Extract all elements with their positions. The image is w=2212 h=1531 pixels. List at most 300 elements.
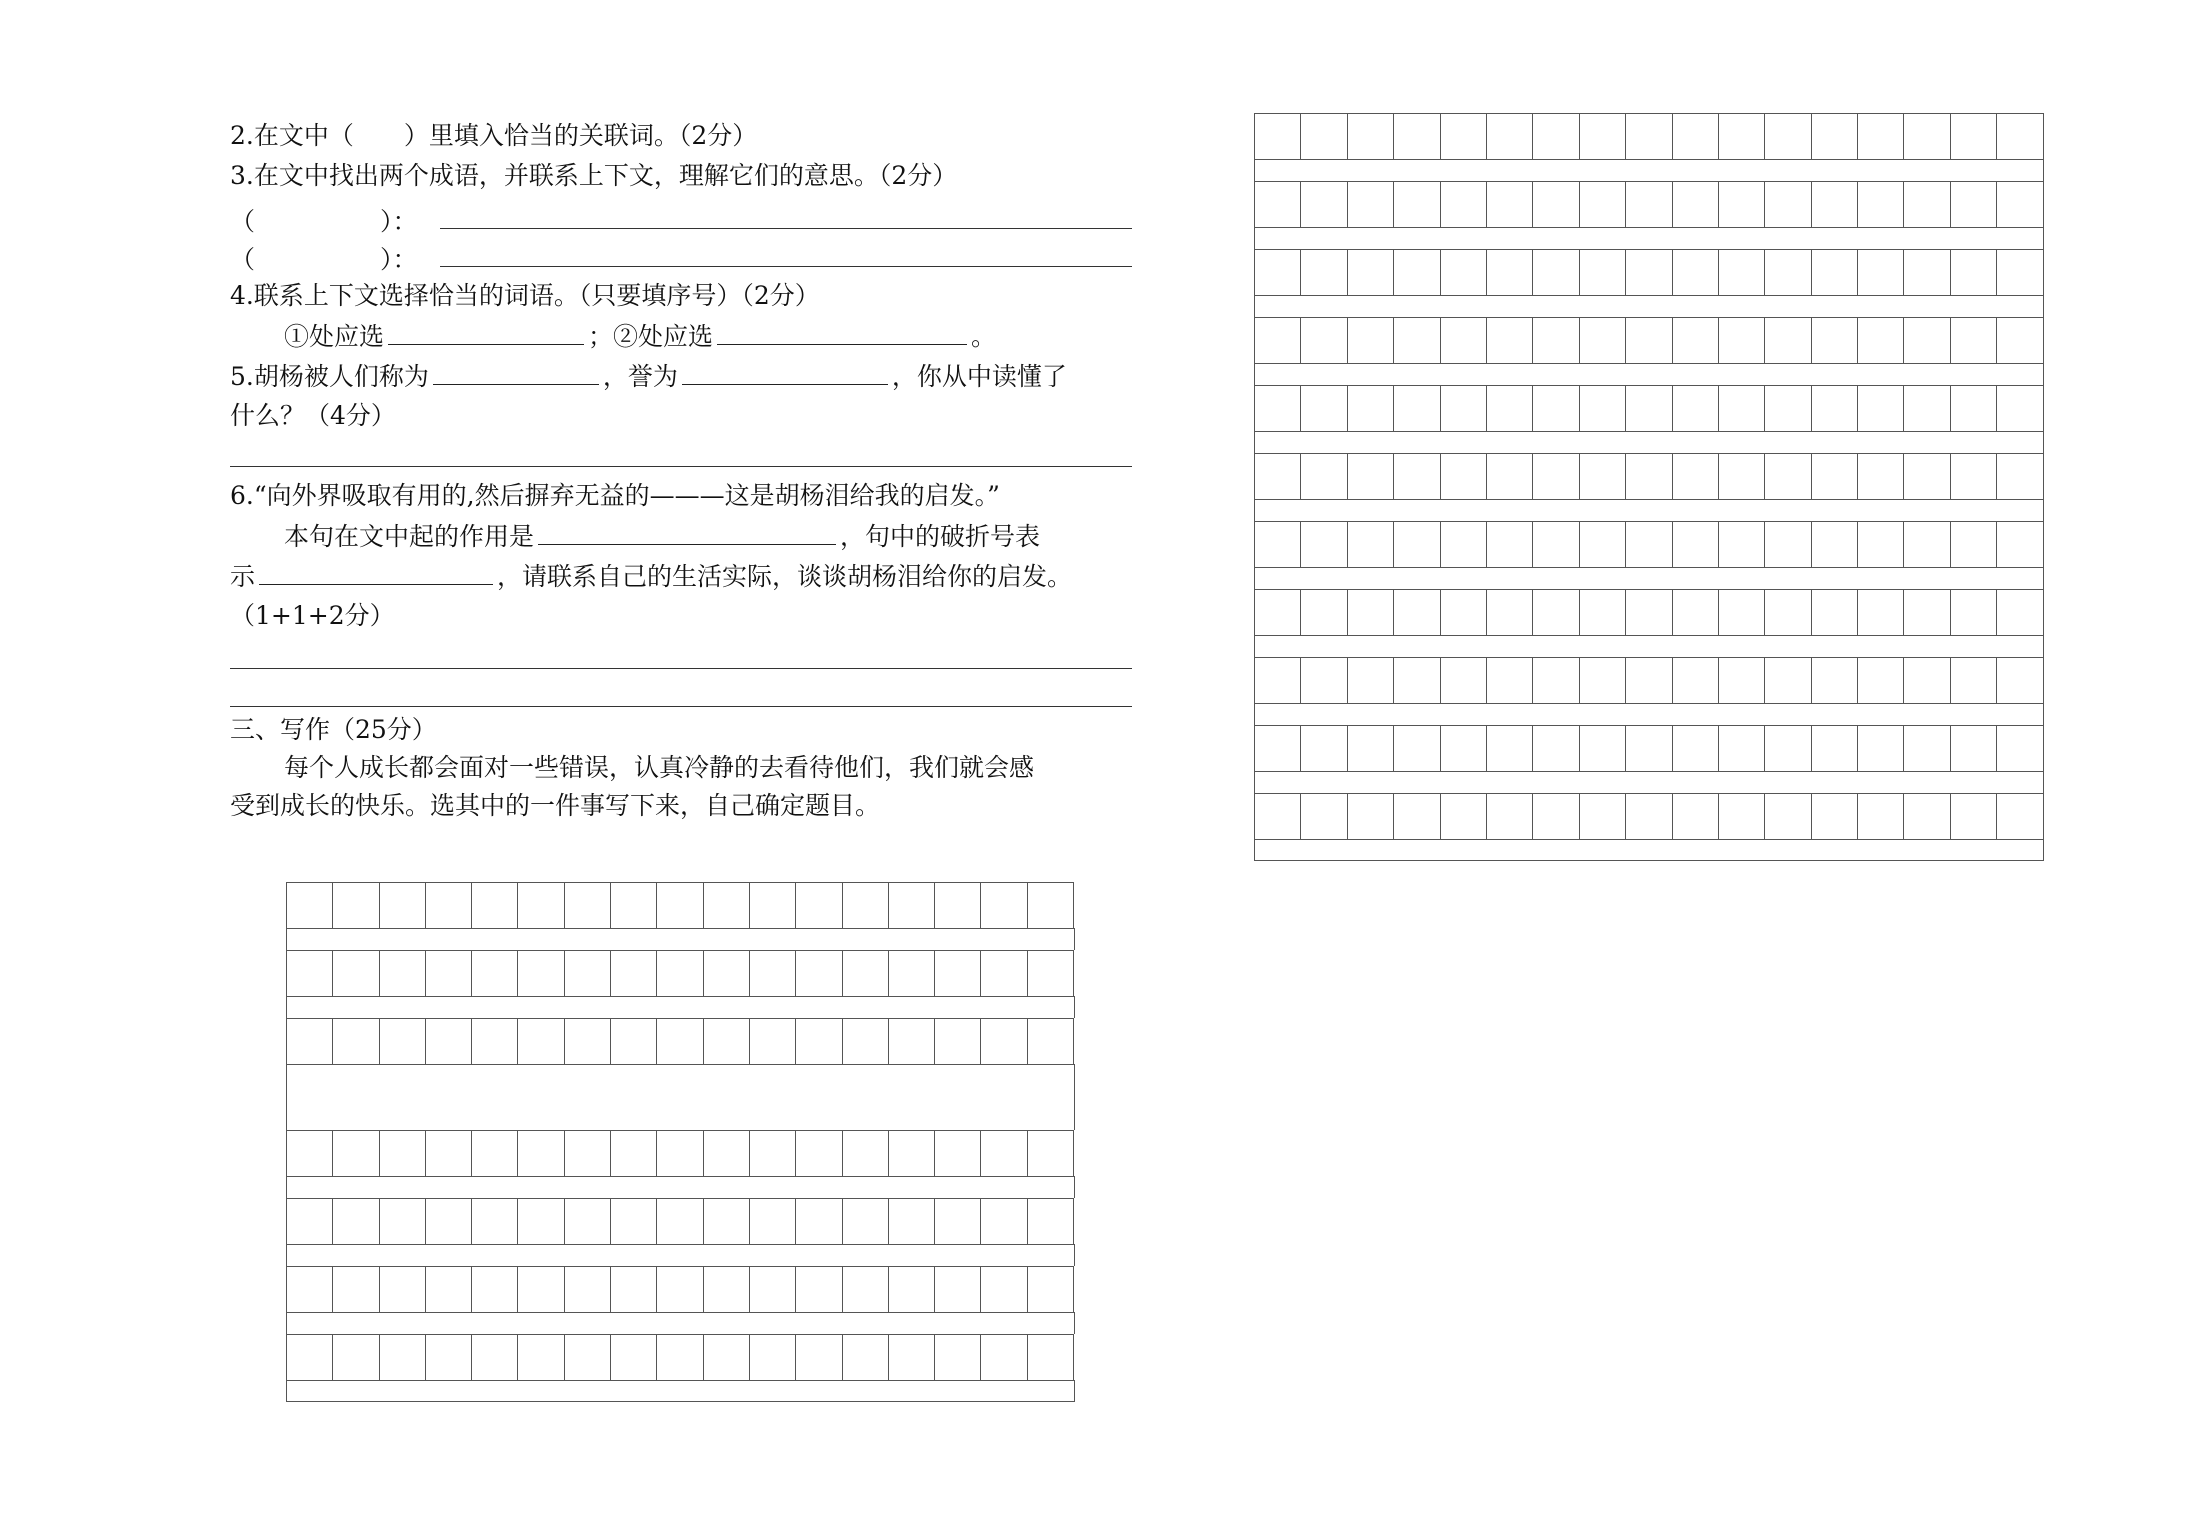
grid-cell[interactable] [1394, 250, 1440, 296]
grid-cell[interactable] [1348, 250, 1394, 296]
grid-cell[interactable] [1719, 454, 1765, 500]
grid-cell[interactable] [1301, 386, 1347, 432]
grid-cell[interactable] [1812, 590, 1858, 636]
grid-cell[interactable] [426, 951, 472, 997]
grid-cell[interactable] [796, 951, 842, 997]
grid-cell[interactable] [1812, 250, 1858, 296]
grid-cell[interactable] [1487, 794, 1533, 840]
grid-cell[interactable] [1028, 1199, 1074, 1245]
grid-cell[interactable] [1255, 114, 1301, 160]
grid-cell[interactable] [704, 1335, 750, 1381]
grid-cell[interactable] [1904, 658, 1950, 704]
grid-cell[interactable] [1812, 454, 1858, 500]
grid-cell[interactable] [1812, 114, 1858, 160]
grid-cell[interactable] [1765, 794, 1811, 840]
answer-line-6-1[interactable] [230, 668, 1132, 669]
grid-cell[interactable] [889, 883, 935, 929]
grid-cell[interactable] [380, 951, 426, 997]
grid-cell[interactable] [1673, 590, 1719, 636]
grid-cell[interactable] [426, 1199, 472, 1245]
grid-cell[interactable] [380, 1199, 426, 1245]
grid-cell[interactable] [657, 1131, 703, 1177]
grid-cell[interactable] [1255, 726, 1301, 772]
grid-cell[interactable] [1028, 1335, 1074, 1381]
grid-cell[interactable] [1028, 951, 1074, 997]
grid-cell[interactable] [935, 1335, 981, 1381]
grid-cell[interactable] [287, 1019, 333, 1065]
grid-cell[interactable] [796, 1335, 842, 1381]
grid-cell[interactable] [472, 1267, 518, 1313]
grid-cell[interactable] [796, 883, 842, 929]
grid-cell[interactable] [1255, 386, 1301, 432]
grid-cell[interactable] [1997, 250, 2043, 296]
grid-cell[interactable] [981, 1267, 1027, 1313]
answer-line-3-1[interactable] [440, 228, 1132, 229]
grid-cell[interactable] [750, 883, 796, 929]
grid-cell[interactable] [1812, 726, 1858, 772]
grid-cell[interactable] [1626, 726, 1672, 772]
grid-cell[interactable] [1765, 386, 1811, 432]
grid-cell[interactable] [889, 1019, 935, 1065]
grid-cell[interactable] [1997, 386, 2043, 432]
grid-cell[interactable] [796, 1131, 842, 1177]
grid-cell[interactable] [1255, 794, 1301, 840]
grid-cell[interactable] [611, 1131, 657, 1177]
grid-cell[interactable] [426, 1131, 472, 1177]
grid-cell[interactable] [1765, 522, 1811, 568]
grid-cell[interactable] [1580, 726, 1626, 772]
grid-cell[interactable] [981, 1335, 1027, 1381]
grid-cell[interactable] [611, 951, 657, 997]
grid-cell[interactable] [1533, 114, 1579, 160]
grid-cell[interactable] [472, 1131, 518, 1177]
grid-cell[interactable] [1533, 590, 1579, 636]
grid-cell[interactable] [333, 1335, 379, 1381]
grid-cell[interactable] [1533, 794, 1579, 840]
grid-cell[interactable] [1487, 386, 1533, 432]
grid-cell[interactable] [1580, 318, 1626, 364]
grid-cell[interactable] [1765, 114, 1811, 160]
grid-cell[interactable] [889, 1267, 935, 1313]
grid-cell[interactable] [1951, 182, 1997, 228]
grid-cell[interactable] [1580, 182, 1626, 228]
grid-cell[interactable] [333, 883, 379, 929]
grid-cell[interactable] [1487, 114, 1533, 160]
grid-cell[interactable] [935, 951, 981, 997]
grid-cell[interactable] [1394, 182, 1440, 228]
grid-cell[interactable] [750, 1267, 796, 1313]
grid-cell[interactable] [1626, 658, 1672, 704]
grid-cell[interactable] [704, 1199, 750, 1245]
grid-cell[interactable] [1858, 726, 1904, 772]
grid-cell[interactable] [1394, 658, 1440, 704]
grid-cell[interactable] [981, 1019, 1027, 1065]
grid-cell[interactable] [1626, 794, 1672, 840]
grid-cell[interactable] [1719, 318, 1765, 364]
grid-cell[interactable] [426, 1267, 472, 1313]
grid-cell[interactable] [1255, 590, 1301, 636]
grid-cell[interactable] [1951, 794, 1997, 840]
answer-blank-5-1[interactable] [433, 358, 599, 385]
grid-cell[interactable] [287, 951, 333, 997]
grid-cell[interactable] [333, 951, 379, 997]
grid-cell[interactable] [1626, 590, 1672, 636]
grid-cell[interactable] [843, 1019, 889, 1065]
grid-cell[interactable] [1765, 454, 1811, 500]
grid-cell[interactable] [472, 883, 518, 929]
grid-cell[interactable] [1951, 522, 1997, 568]
grid-cell[interactable] [796, 1019, 842, 1065]
grid-cell[interactable] [1441, 114, 1487, 160]
grid-cell[interactable] [1580, 114, 1626, 160]
grid-cell[interactable] [472, 1335, 518, 1381]
grid-cell[interactable] [1533, 454, 1579, 500]
grid-cell[interactable] [1394, 726, 1440, 772]
grid-cell[interactable] [935, 1019, 981, 1065]
grid-cell[interactable] [1580, 658, 1626, 704]
grid-cell[interactable] [380, 883, 426, 929]
grid-cell[interactable] [1673, 794, 1719, 840]
grid-cell[interactable] [1904, 386, 1950, 432]
grid-cell[interactable] [750, 1335, 796, 1381]
grid-cell[interactable] [518, 1267, 564, 1313]
grid-cell[interactable] [1904, 522, 1950, 568]
grid-cell[interactable] [1904, 726, 1950, 772]
grid-cell[interactable] [565, 883, 611, 929]
grid-cell[interactable] [1904, 318, 1950, 364]
grid-cell[interactable] [380, 1335, 426, 1381]
grid-cell[interactable] [1858, 250, 1904, 296]
grid-cell[interactable] [1673, 454, 1719, 500]
grid-cell[interactable] [1301, 250, 1347, 296]
grid-cell[interactable] [380, 1267, 426, 1313]
grid-cell[interactable] [1858, 454, 1904, 500]
grid-cell[interactable] [843, 1267, 889, 1313]
grid-cell[interactable] [750, 951, 796, 997]
grid-cell[interactable] [1673, 726, 1719, 772]
answer-blank-4-1[interactable] [388, 318, 584, 345]
grid-cell[interactable] [333, 1019, 379, 1065]
grid-cell[interactable] [1487, 522, 1533, 568]
grid-cell[interactable] [1719, 182, 1765, 228]
grid-cell[interactable] [704, 1267, 750, 1313]
grid-cell[interactable] [843, 1131, 889, 1177]
grid-cell[interactable] [1028, 883, 1074, 929]
grid-cell[interactable] [1719, 726, 1765, 772]
grid-cell[interactable] [333, 1199, 379, 1245]
grid-cell[interactable] [1533, 386, 1579, 432]
grid-cell[interactable] [1858, 318, 1904, 364]
grid-cell[interactable] [1580, 522, 1626, 568]
grid-cell[interactable] [1255, 658, 1301, 704]
grid-cell[interactable] [843, 883, 889, 929]
grid-cell[interactable] [1441, 386, 1487, 432]
grid-cell[interactable] [657, 883, 703, 929]
grid-cell[interactable] [380, 1131, 426, 1177]
grid-cell[interactable] [1951, 454, 1997, 500]
grid-cell[interactable] [704, 883, 750, 929]
grid-cell[interactable] [1626, 182, 1672, 228]
grid-cell[interactable] [1673, 658, 1719, 704]
grid-cell[interactable] [1580, 794, 1626, 840]
grid-cell[interactable] [935, 1199, 981, 1245]
grid-cell[interactable] [1812, 182, 1858, 228]
grid-cell[interactable] [1348, 182, 1394, 228]
grid-cell[interactable] [1487, 250, 1533, 296]
grid-cell[interactable] [611, 883, 657, 929]
composition-grid-left[interactable] [286, 882, 1074, 1406]
grid-cell[interactable] [565, 1131, 611, 1177]
grid-cell[interactable] [1951, 114, 1997, 160]
grid-cell[interactable] [1487, 454, 1533, 500]
grid-cell[interactable] [1441, 318, 1487, 364]
grid-cell[interactable] [1997, 726, 2043, 772]
grid-cell[interactable] [518, 951, 564, 997]
grid-cell[interactable] [1858, 182, 1904, 228]
grid-cell[interactable] [1812, 658, 1858, 704]
grid-cell[interactable] [935, 1131, 981, 1177]
grid-cell[interactable] [796, 1267, 842, 1313]
grid-cell[interactable] [1301, 114, 1347, 160]
grid-cell[interactable] [1394, 794, 1440, 840]
grid-cell[interactable] [1255, 250, 1301, 296]
grid-cell[interactable] [657, 1335, 703, 1381]
grid-cell[interactable] [518, 883, 564, 929]
grid-cell[interactable] [565, 1019, 611, 1065]
grid-cell[interactable] [704, 1131, 750, 1177]
grid-cell[interactable] [1719, 794, 1765, 840]
grid-cell[interactable] [1719, 386, 1765, 432]
grid-cell[interactable] [1765, 318, 1811, 364]
grid-cell[interactable] [1904, 182, 1950, 228]
grid-cell[interactable] [518, 1335, 564, 1381]
grid-cell[interactable] [1812, 318, 1858, 364]
answer-blank-4-2[interactable] [717, 318, 967, 345]
grid-cell[interactable] [1858, 522, 1904, 568]
grid-cell[interactable] [1533, 658, 1579, 704]
grid-cell[interactable] [1441, 794, 1487, 840]
grid-cell[interactable] [1394, 522, 1440, 568]
grid-cell[interactable] [1951, 726, 1997, 772]
grid-cell[interactable] [1951, 590, 1997, 636]
grid-cell[interactable] [1533, 726, 1579, 772]
grid-cell[interactable] [1394, 590, 1440, 636]
grid-cell[interactable] [380, 1019, 426, 1065]
grid-cell[interactable] [1028, 1019, 1074, 1065]
grid-cell[interactable] [657, 1199, 703, 1245]
grid-cell[interactable] [1301, 454, 1347, 500]
grid-cell[interactable] [981, 951, 1027, 997]
grid-cell[interactable] [1301, 522, 1347, 568]
grid-cell[interactable] [611, 1199, 657, 1245]
grid-cell[interactable] [1626, 522, 1672, 568]
grid-cell[interactable] [1951, 658, 1997, 704]
grid-cell[interactable] [1394, 454, 1440, 500]
grid-cell[interactable] [750, 1131, 796, 1177]
grid-cell[interactable] [1997, 658, 2043, 704]
grid-cell[interactable] [1533, 318, 1579, 364]
grid-cell[interactable] [1301, 590, 1347, 636]
grid-cell[interactable] [333, 1131, 379, 1177]
grid-cell[interactable] [1626, 454, 1672, 500]
grid-cell[interactable] [981, 1131, 1027, 1177]
grid-cell[interactable] [1348, 454, 1394, 500]
grid-cell[interactable] [1858, 590, 1904, 636]
grid-cell[interactable] [565, 1335, 611, 1381]
grid-cell[interactable] [1487, 726, 1533, 772]
grid-cell[interactable] [1719, 250, 1765, 296]
composition-grid-right[interactable] [1254, 113, 2044, 841]
grid-cell[interactable] [565, 1199, 611, 1245]
grid-cell[interactable] [889, 1335, 935, 1381]
grid-cell[interactable] [518, 1019, 564, 1065]
grid-cell[interactable] [1348, 522, 1394, 568]
grid-cell[interactable] [1765, 726, 1811, 772]
grid-cell[interactable] [750, 1019, 796, 1065]
grid-cell[interactable] [1997, 114, 2043, 160]
grid-cell[interactable] [1487, 590, 1533, 636]
grid-cell[interactable] [287, 1335, 333, 1381]
grid-cell[interactable] [1673, 250, 1719, 296]
grid-cell[interactable] [889, 1131, 935, 1177]
grid-cell[interactable] [1580, 454, 1626, 500]
grid-cell[interactable] [981, 1199, 1027, 1245]
answer-line-3-2[interactable] [440, 266, 1132, 267]
grid-cell[interactable] [1348, 794, 1394, 840]
grid-cell[interactable] [657, 1019, 703, 1065]
grid-cell[interactable] [889, 1199, 935, 1245]
grid-cell[interactable] [1858, 386, 1904, 432]
grid-cell[interactable] [333, 1267, 379, 1313]
grid-cell[interactable] [1580, 250, 1626, 296]
grid-cell[interactable] [1812, 522, 1858, 568]
grid-cell[interactable] [1255, 522, 1301, 568]
grid-cell[interactable] [1997, 182, 2043, 228]
grid-cell[interactable] [426, 883, 472, 929]
grid-cell[interactable] [1255, 318, 1301, 364]
grid-cell[interactable] [426, 1019, 472, 1065]
grid-cell[interactable] [1301, 794, 1347, 840]
grid-cell[interactable] [1533, 182, 1579, 228]
grid-cell[interactable] [1904, 114, 1950, 160]
grid-cell[interactable] [1626, 386, 1672, 432]
grid-cell[interactable] [1673, 182, 1719, 228]
grid-cell[interactable] [1997, 318, 2043, 364]
grid-cell[interactable] [565, 951, 611, 997]
grid-cell[interactable] [1858, 658, 1904, 704]
grid-cell[interactable] [1812, 794, 1858, 840]
grid-cell[interactable] [1765, 250, 1811, 296]
grid-cell[interactable] [472, 1199, 518, 1245]
grid-cell[interactable] [426, 1335, 472, 1381]
grid-cell[interactable] [611, 1335, 657, 1381]
grid-cell[interactable] [287, 883, 333, 929]
grid-cell[interactable] [1765, 182, 1811, 228]
grid-cell[interactable] [1765, 658, 1811, 704]
answer-blank-5-2[interactable] [682, 358, 888, 385]
answer-line-6-2[interactable] [230, 706, 1132, 707]
grid-cell[interactable] [1533, 522, 1579, 568]
grid-cell[interactable] [1673, 386, 1719, 432]
grid-cell[interactable] [287, 1131, 333, 1177]
grid-cell[interactable] [287, 1199, 333, 1245]
grid-cell[interactable] [657, 1267, 703, 1313]
grid-cell[interactable] [1441, 726, 1487, 772]
grid-cell[interactable] [1441, 250, 1487, 296]
grid-cell[interactable] [796, 1199, 842, 1245]
grid-cell[interactable] [1904, 250, 1950, 296]
grid-cell[interactable] [1348, 658, 1394, 704]
grid-cell[interactable] [981, 883, 1027, 929]
grid-cell[interactable] [1951, 386, 1997, 432]
grid-cell[interactable] [1997, 522, 2043, 568]
grid-cell[interactable] [1997, 454, 2043, 500]
grid-cell[interactable] [1673, 318, 1719, 364]
grid-cell[interactable] [1301, 726, 1347, 772]
grid-cell[interactable] [889, 951, 935, 997]
grid-cell[interactable] [935, 883, 981, 929]
grid-cell[interactable] [1997, 590, 2043, 636]
grid-cell[interactable] [611, 1267, 657, 1313]
grid-cell[interactable] [1858, 114, 1904, 160]
grid-cell[interactable] [1904, 454, 1950, 500]
grid-cell[interactable] [1951, 250, 1997, 296]
grid-cell[interactable] [1394, 386, 1440, 432]
grid-cell[interactable] [1719, 114, 1765, 160]
grid-cell[interactable] [1348, 114, 1394, 160]
answer-blank-6-2[interactable] [259, 558, 493, 585]
grid-cell[interactable] [1394, 318, 1440, 364]
grid-cell[interactable] [1626, 250, 1672, 296]
grid-cell[interactable] [1487, 182, 1533, 228]
grid-cell[interactable] [1580, 590, 1626, 636]
grid-cell[interactable] [1719, 658, 1765, 704]
grid-cell[interactable] [1028, 1131, 1074, 1177]
grid-cell[interactable] [1255, 454, 1301, 500]
grid-cell[interactable] [843, 951, 889, 997]
grid-cell[interactable] [1626, 114, 1672, 160]
grid-cell[interactable] [1487, 658, 1533, 704]
answer-blank-6-1[interactable] [538, 518, 836, 545]
grid-cell[interactable] [1441, 658, 1487, 704]
grid-cell[interactable] [518, 1131, 564, 1177]
grid-cell[interactable] [518, 1199, 564, 1245]
grid-cell[interactable] [1533, 250, 1579, 296]
grid-cell[interactable] [1719, 522, 1765, 568]
grid-cell[interactable] [1441, 590, 1487, 636]
grid-cell[interactable] [1673, 114, 1719, 160]
grid-cell[interactable] [1997, 794, 2043, 840]
grid-cell[interactable] [1255, 182, 1301, 228]
grid-cell[interactable] [1904, 590, 1950, 636]
grid-cell[interactable] [657, 951, 703, 997]
grid-cell[interactable] [1348, 386, 1394, 432]
grid-cell[interactable] [1301, 318, 1347, 364]
grid-cell[interactable] [1765, 590, 1811, 636]
grid-cell[interactable] [1394, 114, 1440, 160]
grid-cell[interactable] [1301, 658, 1347, 704]
grid-cell[interactable] [935, 1267, 981, 1313]
grid-cell[interactable] [1441, 182, 1487, 228]
grid-cell[interactable] [1441, 454, 1487, 500]
grid-cell[interactable] [1348, 726, 1394, 772]
grid-cell[interactable] [750, 1199, 796, 1245]
grid-cell[interactable] [565, 1267, 611, 1313]
grid-cell[interactable] [1719, 590, 1765, 636]
grid-cell[interactable] [1858, 794, 1904, 840]
grid-cell[interactable] [287, 1267, 333, 1313]
answer-line-5[interactable] [230, 466, 1132, 467]
